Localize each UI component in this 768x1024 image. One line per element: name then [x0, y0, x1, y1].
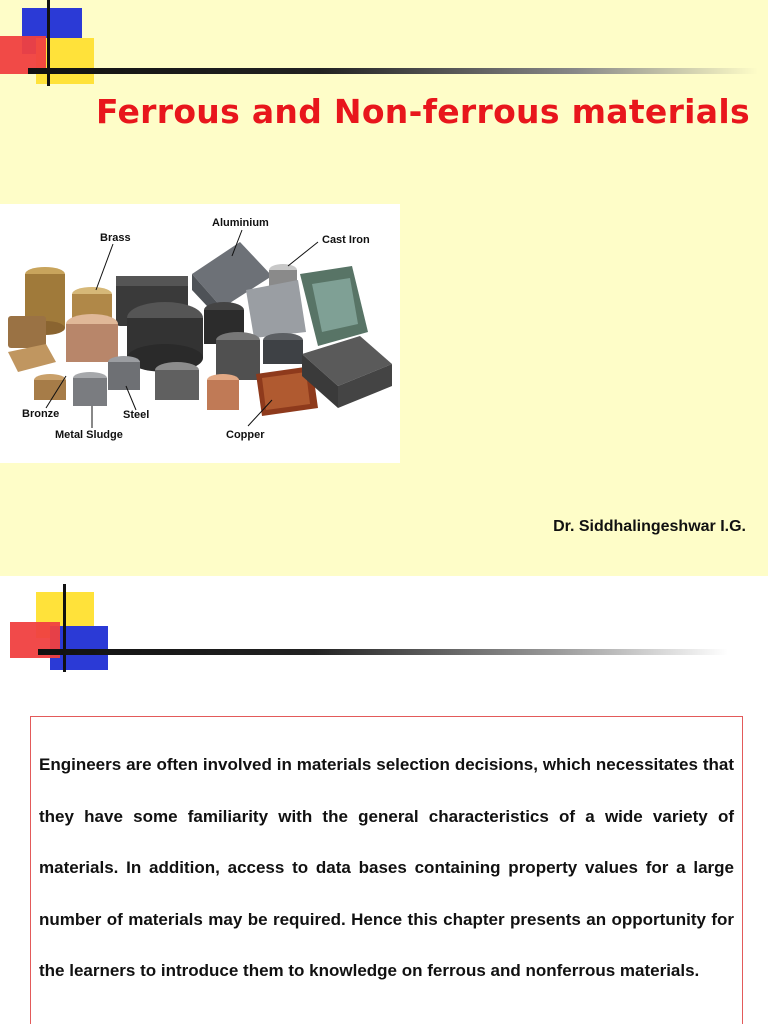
vertical-line: [63, 584, 66, 672]
content-textbox: [30, 716, 743, 1024]
corner-decoration: [0, 576, 768, 676]
label-cast-iron: Cast Iron: [322, 234, 370, 246]
horizontal-rule: [38, 649, 728, 655]
label-copper: Copper: [226, 429, 265, 441]
metal-samples-illustration: [0, 204, 400, 463]
label-steel: Steel: [123, 409, 150, 421]
label-aluminium: Aluminium: [212, 217, 269, 229]
body-paragraph: Engineers are often involved in materials selection decisions, which necessitates that they have some familiarity with the general characteristics of a wide variety of materials. In addition, access to data bases containing property values for a large number of materials may be required. Hence this chapter presents an opportunity for the learners to introduce them to knowledge on ferrous and nonferrous materials.: [39, 755, 734, 980]
corner-decoration: [0, 0, 768, 90]
label-metal-sludge: Metal Sludge: [55, 429, 123, 441]
label-bronze: Bronze: [22, 408, 60, 420]
horizontal-rule: [28, 68, 758, 74]
label-brass: Brass: [100, 232, 131, 244]
content-slide: [0, 576, 768, 1024]
metal-samples-photo: [0, 204, 400, 463]
slide-title: Ferrous and Non-ferrous materials: [96, 92, 750, 131]
author-name: Dr. Siddhalingeshwar I.G.: [553, 518, 746, 535]
